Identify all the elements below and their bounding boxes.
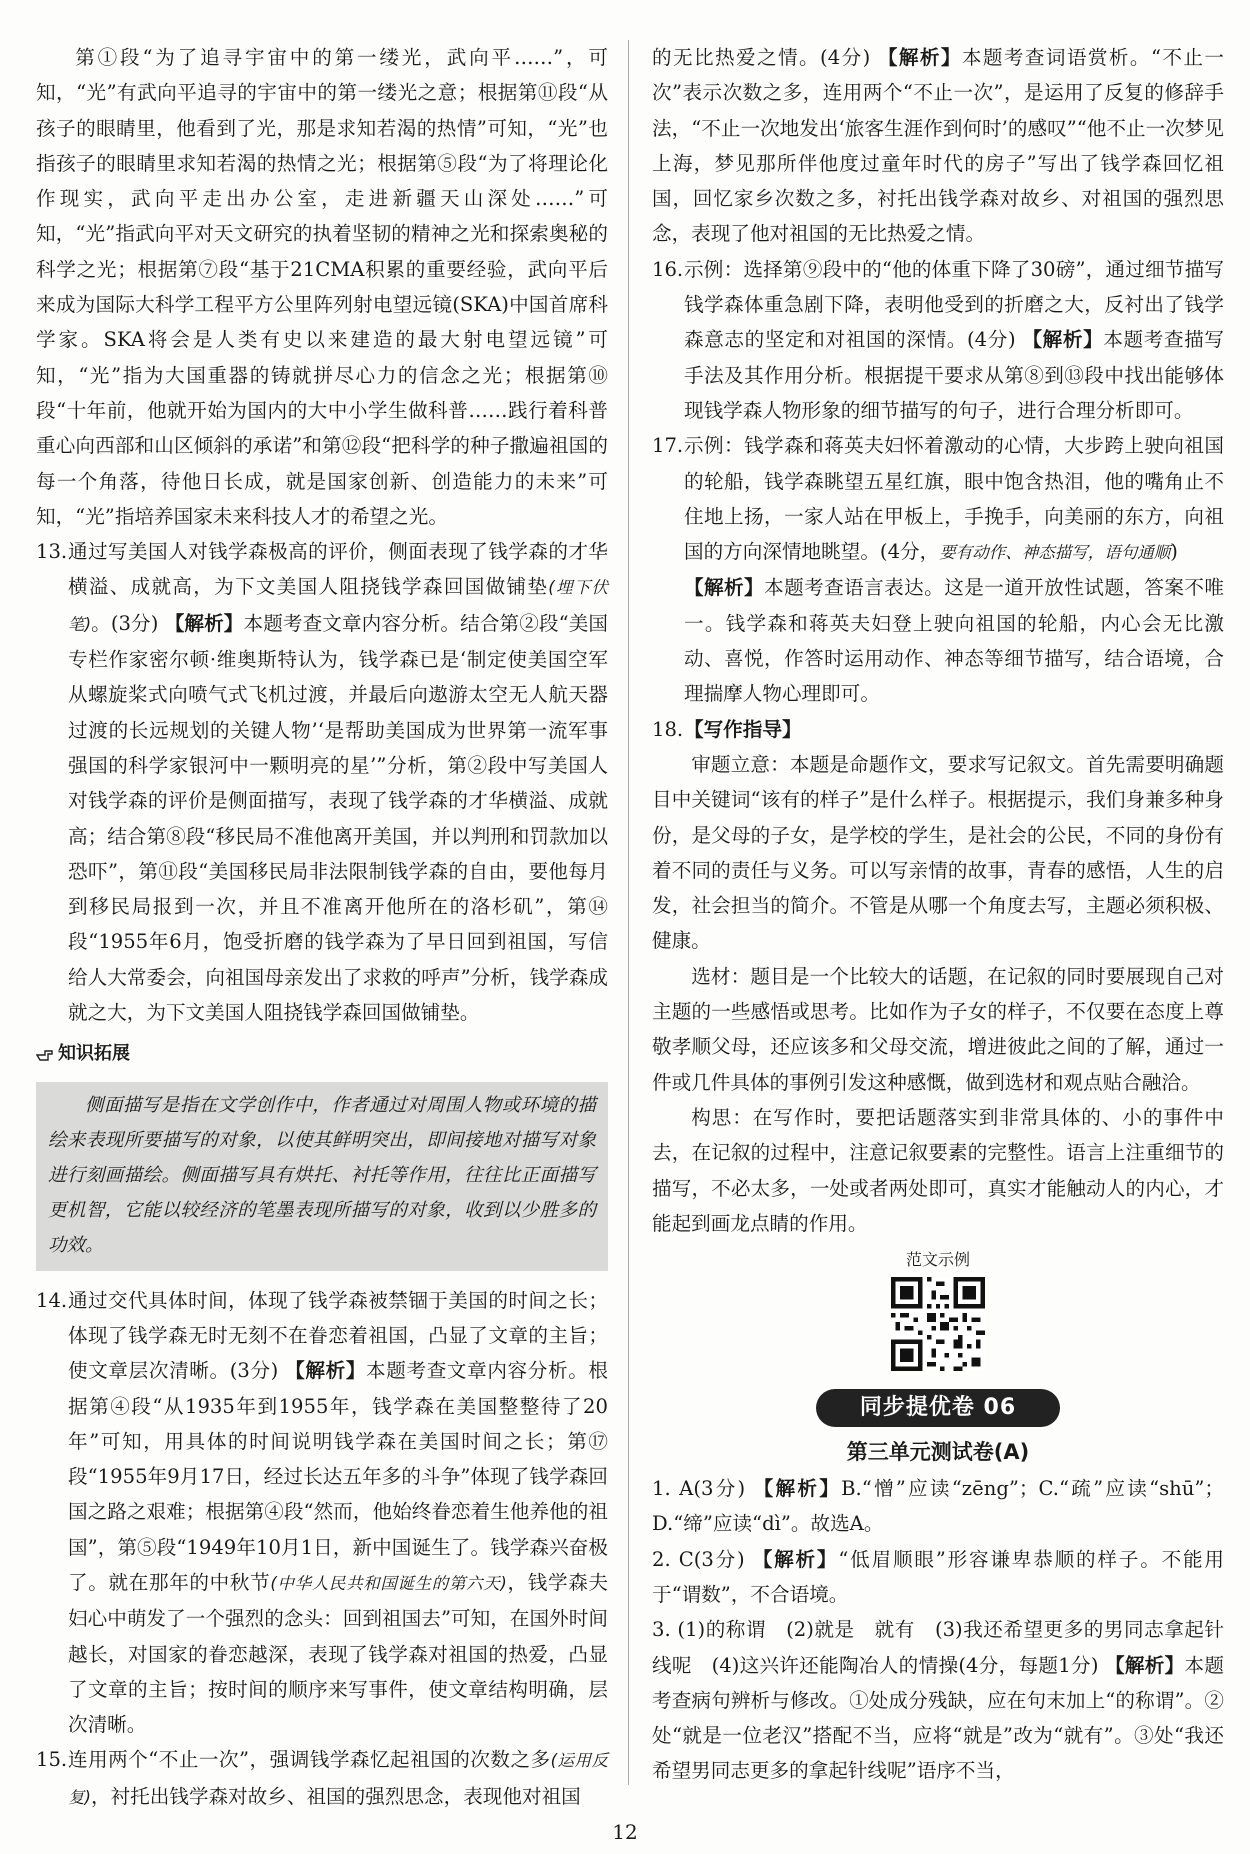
answer-14 bbox=[36, 1283, 608, 1743]
writing-guide-topic: 审题立意：本题是命题作文，要求写记叙文。首先需要明确题目中关键词“该有的样子”是什么样子。根据提示，我们身兼多种身份，是父母的子女，是学校的学生，是社会的公民，不同的身份有着不同的责任与义务。可以写亲情的故事，青春的感悟，人生的启发，社会担当的简介。不管是从哪一个角度去写，主题必须积极、健康。 bbox=[652, 752, 1224, 953]
analysis-text: 本题考查文章内容分析。结合第②段“美国专栏作家密尔顿·维奥斯特认为，钱学森已是‘制定使美国空军从螺旋桨式向喷气式飞机过渡，并最后向遨游太空无人航天器过渡的长远规划的关键人物’‘是帮助美国成为世界第一流军事强国的科学家银河中一颗明亮的星’”分析，第②段中写美国人对钱学森的评价是侧面描写，表现了钱学森的才华横溢、成就高；结合第⑧段“移民局不准他离开美国，并以判刑和罚款加以恐吓”，第⑪段“美国移民局非法限制钱学森的自由，要他每月到移民局报到一次，并且不准离开他所在的洛杉矶”，第⑭段“1955年6月，饱受折磨的钱学森为了早日回到祖国，写信给人大常委会，向祖国母亲发出了求救的呼声”分析，钱学森成就之大，为下文美国人阻挠钱学森回国做铺垫。 bbox=[68, 611, 608, 1025]
answer-18 bbox=[652, 712, 1224, 747]
unit-answer-1 bbox=[652, 1471, 1224, 1542]
analysis-text: 本题考查描写手法及其作用分析。根据提干要求从第⑧到⑬段中找出能够体现钱学森人物形象的细节描写的句子，进行合理分析即可。 bbox=[684, 328, 1225, 422]
writing-guide-structure: 构思：在写作时，要把话题落实到非常具体的、小的事件中去，在记叙的过程中，注意记叙要素的完整性。语言上注重细节的描写，不必太多，一处或者两处即可，真实才能触动人的内心，才能起到画龙点睛的作用。 bbox=[652, 1105, 1224, 1235]
writing-guide-tag: 【写作指导】 bbox=[684, 717, 802, 741]
unit-test-title: 第三单元测试卷(A) bbox=[846, 1440, 1030, 1465]
analysis-tag: 【解析】 bbox=[752, 1547, 839, 1571]
answer-note: 要有动作、神态描写，语句通顺 bbox=[939, 543, 1171, 563]
right-column bbox=[652, 40, 1224, 1789]
knowledge-extension-heading bbox=[36, 1036, 608, 1071]
answer-note: (埋下伏笔) bbox=[68, 578, 609, 634]
analysis-text: “低眉顺眼”形容谦卑恭顺的样子。不能用于“谓数”，不合语境。 bbox=[652, 1547, 1224, 1606]
unit-answer-3 bbox=[652, 1612, 1224, 1788]
q12-continuation: 第①段“为了追寻宇宙中的第一缕光，武向平……”，可知，“光”有武向平追寻的宇宙中的第一缕光之意；根据第⑪段“从孩子的眼睛里，他看到了光，那是求知若渴的热情”可知，“光”也指孩子的眼睛里求知若渴的热情之光；根据第⑤段“为了将理论化作现实，武向平走出办公室，走进新疆天山深处……”可知，“光”指武向平对天文研究的执着坚韧的精神之光和探索奥秘的科学之光；根据第⑦段“基于21CMA积累的重要经验，武向平后来成为国际大科学工程平方公里阵列射电望远镜(SKA)中国首席科学家。SKA将会是人类有史以来建造的最大射电望远镜”可知，“光”指为大国重器的铸就拼尽心力的信念之光；根据第⑩段“十年前，他就开始为国内的大中小学生做科普……践行着科普重心向西部和山区倾斜的承诺”和第⑫段“把科学的种子撒遍祖国的每一个角落，待他日长成，就是国家创新、创造能力的未来”可知，“光”指培养国家未来科技人才的希望之光。 bbox=[36, 46, 608, 528]
answer-note: (运用反复) bbox=[68, 1751, 608, 1807]
answer-text-cont: ，衬托出钱学森对故乡、祖国的强烈思念，表现他对祖国 bbox=[90, 1784, 581, 1808]
answer-text: 连用两个“不止一次”，强调钱学森忆起祖国的次数之多 bbox=[68, 1748, 551, 1772]
writing-guide-material: 选材：题目是一个比较大的话题，在记叙的同时要展现自己对主题的一些感悟或思考。比如作为子女的样子，不仅要在态度上尊敬孝顺父母，还应该多和父母交流，增进彼此之间的了解，通过一件或几件具体的事例引发这种感慨，做到选材和观点贴合融洽。 bbox=[652, 964, 1224, 1094]
answer-text: 示例：选择第⑨段中的“他的体重下降了30磅”，通过细节描写钱学森体重急剧下降，表明他受到的折磨之大，反衬出了钱学森意志的坚定和对祖国的深情。(4分) bbox=[684, 257, 1224, 352]
analysis-text: 本题考查病句辨析与修改。①处成分残缺，应在句末加上“的称谓”。②处“就是一位老汉”搭配不当，应将“就是”改为“就有”。③处“我还希望男同志更多的拿起针线呢”语序不当， bbox=[652, 1653, 1225, 1783]
answer-text: 通过写美国人对钱学森极高的评价，侧面表现了钱学森的才华横溢、成就高，为下文美国人阻挠钱学森回国做铺垫 bbox=[68, 540, 608, 599]
analysis-text: 本题考查语言表达。这是一道开放性试题，答案不唯一。钱学森和蒋英夫妇登上驶向祖国的轮船，内心会无比激动、喜悦，作答时运用动作、神态等细节描写，结合语境，合理揣摩人物心理即可。 bbox=[684, 576, 1224, 706]
analysis-tag: 【解析】 bbox=[164, 611, 244, 635]
qr-caption: 范文示例 bbox=[905, 1250, 970, 1270]
sync-paper-banner: 同步提优卷 06 bbox=[816, 1389, 1060, 1427]
answer-number: 18. bbox=[652, 717, 684, 741]
knowledge-extension-box: 侧面描写是指在文学创作中，作者通过对周围人物或环境的描绘来表现所要描写的对象，以使其鲜明突出，即间接地对描写对象进行刻画描绘。侧面描写具有烘托、衬托等作用，往往比正面描写更机智，它能以较经济的笔墨表现所描写的对象，收到以少胜多的功效。 bbox=[36, 1082, 608, 1271]
answer-text: 示例：钱学森和蒋英夫妇怀着激动的心情，大步跨上驶向祖国的轮船，钱学森眺望五星红旗，眼中饱含热泪，他的嘴角止不住地上扬，一家人站在甲板上，手挽手，向美丽的东方，向祖国的方向深情地眺望。(4分， bbox=[684, 434, 1224, 564]
analysis-text-cont: ，钱学森夫妇心中萌发了一个强烈的念头：回到祖国去”可知，在国外时间越长，对国家的眷恋越深，表现了钱学森对祖国的热爱，凸显了文章的主旨；按时间的顺序来写事件，使文章结构明确，层次清晰。 bbox=[68, 1570, 609, 1737]
answer-score: 。(3分) bbox=[91, 611, 159, 635]
answer-text: 3. (1)的称谓 (2)就是 就有 (3)我还希望更多的男同志拿起针线呢 (4)这兴许还能陶冶人的情操(4分，每题1分) bbox=[652, 1618, 1224, 1677]
answer-15-continuation bbox=[652, 40, 1224, 252]
left-column bbox=[36, 40, 608, 1815]
answer-13 bbox=[36, 534, 608, 1030]
analysis-tag: 【解析】 bbox=[684, 576, 765, 600]
analysis-tag: 【解析】 bbox=[753, 1477, 842, 1501]
answer-text: 1. A(3分) bbox=[652, 1477, 746, 1501]
analysis-tag: 【解析】 bbox=[285, 1359, 367, 1383]
analysis-tag: 【解析】 bbox=[1022, 328, 1104, 352]
answer-number: 15. bbox=[36, 1748, 68, 1772]
answer-text: 2. C(3分) bbox=[652, 1547, 745, 1571]
analysis-text: 本题考查文章内容分析。根据第④段“从1935年到1955年，钱学森在美国整整待了20年”可知，用具体的时间说明钱学森在美国时间之长；第⑰段“1955年9月17日，经过长达五年多的斗争”体现了钱学森回国之路之艰难；根据第④段“然而，他始终眷恋着生他养他的祖国”，第⑤段“1949年10月1日，新中国诞生了。钱学森兴奋极了。就在那年的中秋节 bbox=[68, 1359, 609, 1594]
unit-answer-2 bbox=[652, 1542, 1224, 1613]
answer-number: 14. bbox=[36, 1288, 68, 1312]
answer-16 bbox=[652, 252, 1224, 428]
analysis-text: 本题考查词语赏析。“不止一次”表示次数之多，连用两个“不止一次”，是运用了反复的修辞手法，“不止一次地发出‘旅客生涯作到何时’的感叹”“他不止一次梦见上海，梦见那所伴他度过童年时代的房子”写出了钱学森回忆祖国，回忆家乡次数之多，衬托出钱学森对故乡、对祖国的强烈思念，表现了他对祖国的无比热爱之情。 bbox=[652, 46, 1224, 246]
column-divider bbox=[628, 40, 629, 1785]
answer-text: 的无比热爱之情。(4分) bbox=[652, 46, 871, 69]
answer-number: 16. bbox=[652, 257, 684, 281]
answer-note: (中华人民共和国诞生的第六天) bbox=[270, 1573, 507, 1593]
qr-code-icon bbox=[891, 1277, 985, 1371]
answer-number: 13. bbox=[36, 540, 68, 564]
pointing-hand-icon bbox=[36, 1046, 54, 1062]
analysis-tag: 【解析】 bbox=[877, 46, 962, 69]
answer-text: 通过交代具体时间，体现了钱学森被禁锢于美国的时间之长；体现了钱学森无时无刻不在眷恋着祖国，凸显了文章的主旨；使文章层次清晰。(3分) bbox=[68, 1288, 608, 1383]
knowledge-extension-title: 知识拓展 bbox=[58, 1043, 130, 1065]
analysis-tag: 【解析】 bbox=[1105, 1653, 1185, 1677]
answer-15 bbox=[36, 1742, 608, 1815]
answer-text-close: ) bbox=[1170, 540, 1178, 564]
sample-essay-qr bbox=[652, 1249, 1224, 1371]
answer-number: 17. bbox=[652, 434, 684, 458]
page-number: 12 bbox=[612, 1820, 638, 1844]
analysis-text: B.“憎”应读“zēng”；C.“疏”应读“shū”；D.“缔”应读“dì”。故选A。 bbox=[652, 1477, 1224, 1536]
answer-17 bbox=[652, 428, 1224, 711]
